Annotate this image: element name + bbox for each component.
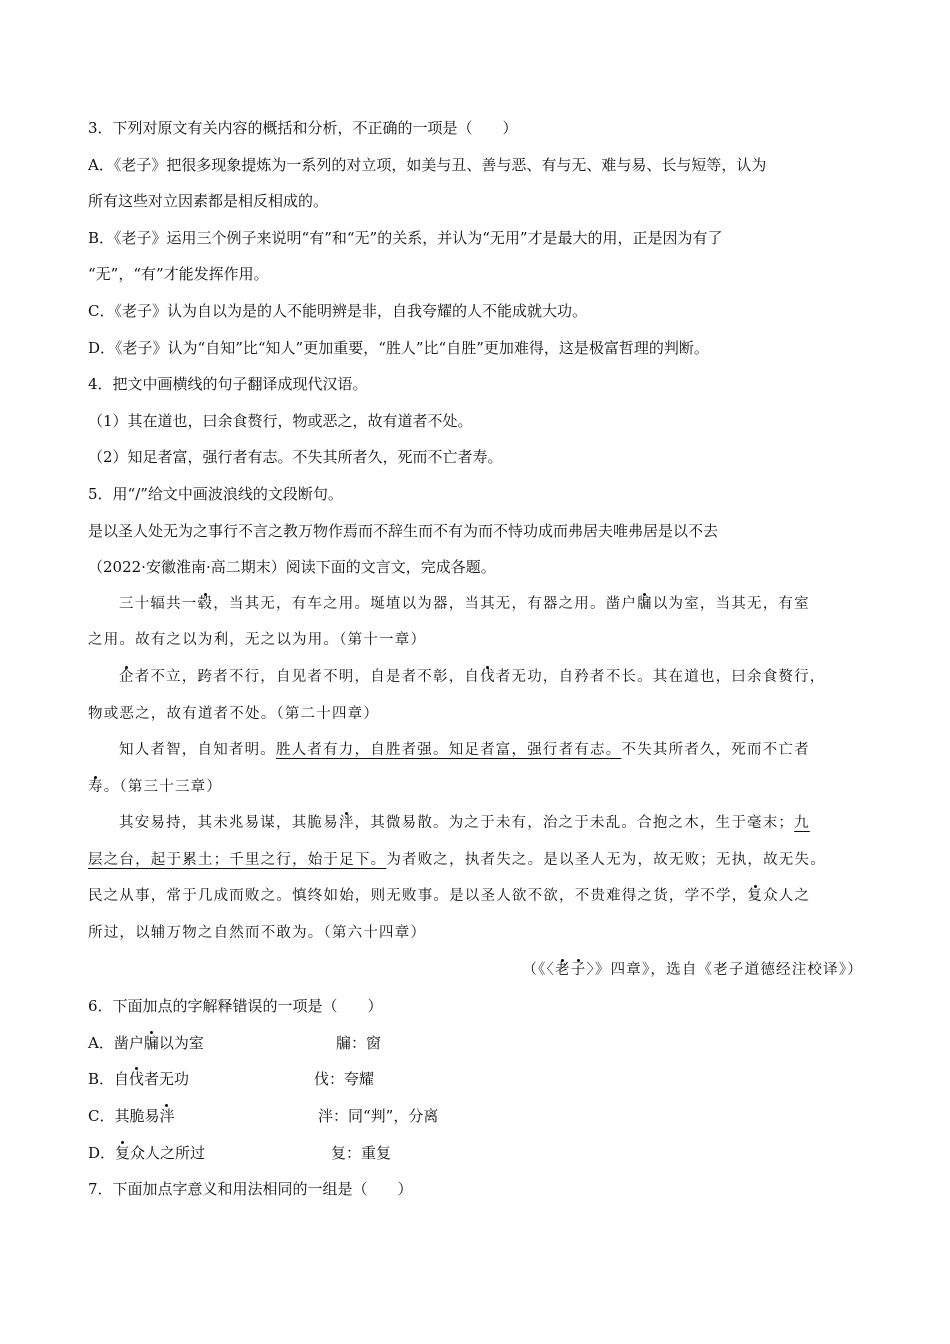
- passage-p4-line3: [88, 878, 863, 915]
- text-run: 者无功: [144, 1070, 190, 1089]
- text-run: 者无功，自矜者不长。其在道也，曰余食赘行，: [495, 668, 826, 685]
- q6-stem: 6．下面加点的字解释错误的一项是（ ）: [88, 997, 383, 1016]
- text-run: 其安易持，其未兆易谋，其脆易: [119, 815, 339, 832]
- text-run: 。（第三十三章）: [103, 778, 223, 795]
- q5-stem: 5．用“/”给文中画波浪线的文段断句。: [88, 484, 343, 503]
- dotted-char: 老: [555, 961, 571, 978]
- q4-stem: 4．把文中画横线的句子翻译成现代汉语。: [88, 375, 368, 394]
- passage-p2-line2: 物或恶之，故有道者不处。（第二十四章）: [88, 705, 380, 722]
- text-run: 不失其所者久，死而不亡者: [621, 742, 810, 759]
- passage-p4-line1: [88, 805, 863, 842]
- passage-p4-line2: [88, 842, 863, 879]
- dotted-char: 子: [570, 961, 587, 978]
- q3-stem: 3．下列对原文有关内容的概括和分析，不正确的一项是（ ）: [88, 119, 518, 137]
- option-text: [88, 1098, 318, 1135]
- passage-source: [88, 952, 863, 989]
- text-run: C．其脆易: [88, 1107, 160, 1126]
- text-run: 者不立，跨者不行，自见者不明，自是者不彰，自: [134, 668, 481, 685]
- passage-p2-line1: [88, 659, 863, 696]
- dotted-char: 复: [747, 888, 764, 905]
- option-gloss: 伐：夸耀: [314, 1070, 375, 1089]
- text-run: 〉》四章》，选自《老子道德经注校译》）: [586, 961, 863, 978]
- text-run: D．: [88, 1143, 116, 1162]
- text-run: 民之从事，常于几成而败之。慎终如始，则无败事。是以圣人欲不欲，不贵难得之货，学不学，: [88, 888, 748, 905]
- passage-intro: （2022·安徽淮南·高二期末）阅读下面的文言文，完成各题。: [88, 558, 496, 577]
- text-run: 众人之: [763, 888, 811, 905]
- passage-p3-line2: [88, 769, 863, 806]
- passage-p3-line1: [88, 732, 863, 769]
- dotted-char: 泮: [159, 1107, 175, 1126]
- underlined-sentence: 胜人者有力，自胜者强。知足者富，强行者有志。: [276, 742, 622, 759]
- text-run: A．凿户: [88, 1033, 144, 1052]
- text-run: 三十辐共一: [119, 595, 198, 612]
- dotted-char: 牖: [637, 595, 653, 612]
- q4-sentence-1: （1）其在道也，曰余食赘行，物或恶之，故有道者不处。: [88, 411, 473, 430]
- q6-option-d: [88, 1135, 863, 1172]
- text-run: 以为室: [158, 1033, 204, 1052]
- q3-option-c: C．《老子》认为自以为是的人不能明辨是非，自我夸耀的人不能成就大功。: [88, 301, 587, 320]
- option-text: [88, 1061, 314, 1098]
- q3-option-a-line2: 所有这些对立因素都是相反相成的。: [88, 192, 329, 211]
- q6-option-b: [88, 1061, 863, 1098]
- q6-option-c: [88, 1098, 863, 1135]
- q4-sentence-2: （2）知足者富，强行者有志。不失其所者久，死而不亡者寿。: [88, 448, 503, 467]
- dotted-char: 牖: [143, 1033, 159, 1052]
- passage-p4-line4: 所过，以辅万物之自然而不敢为。（第六十四章）: [88, 925, 427, 942]
- document-page: [88, 110, 863, 1208]
- passage-p1-line1: [88, 586, 863, 623]
- option-gloss: 复：重复: [331, 1143, 392, 1162]
- text-run: 众人之所过: [130, 1143, 206, 1162]
- q3-option-d: D．《老子》认为“自知”比“知人”更加重要，“胜人”比“自胜”更加难得，这是极富哲理的判断。: [88, 338, 709, 357]
- option-gloss: 泮：同“判”，分离: [318, 1107, 439, 1126]
- q7-stem: 7．下面加点字意义和用法相同的一组是（ ）: [88, 1180, 413, 1199]
- underlined-sentence: 九: [794, 815, 810, 832]
- text-run: ，其微易散。为之于未有，治之于未乱。合抱之木，生于毫末；: [354, 815, 795, 832]
- text-run: 为者败之，执者失之。是以圣人无为，故无败；无执，故无失。: [386, 851, 826, 868]
- q5-text: 是以圣人处无为之事行不言之教万物作焉而不辞生而不有为而不恃功成而弗居夫唯弗居是以不去: [88, 521, 719, 540]
- dotted-char: 寿: [88, 778, 104, 795]
- dotted-char: 伐: [129, 1070, 145, 1089]
- text-run: 知人者智，自知者明。: [119, 742, 276, 759]
- passage-p1-line2: 之用。故有之以为利，无之以为用。（第十一章）: [88, 632, 427, 649]
- q6-option-a: [88, 1025, 863, 1062]
- option-text: [88, 1135, 331, 1172]
- option-text: [88, 1025, 336, 1062]
- dotted-char: 毂: [197, 595, 214, 612]
- dotted-char: 企: [119, 668, 135, 685]
- text-run: B．自: [88, 1070, 130, 1089]
- text-run: ，当其无，有车之用。埏埴以为器，当其无，有器之用。凿户: [213, 595, 638, 612]
- dotted-char: 伐: [480, 668, 496, 685]
- dotted-char: 复: [115, 1143, 131, 1162]
- underlined-sentence: 层之台，起于累土；千里之行，始于足下。: [88, 851, 387, 868]
- text-run: （《〈: [522, 961, 556, 978]
- q3-option-a-line1: A．《老子》把很多现象提炼为一系列的对立项，如美与丑、善与恶、有与无、难与易、长与短等，认为: [88, 155, 767, 174]
- option-gloss: 牖：窗: [336, 1033, 382, 1052]
- q3-option-b-line1: B．《老子》运用三个例子来说明“有”和“无”的关系，并认为“无用”才是最大的用，正是因为有了: [88, 228, 723, 247]
- q3-option-b-line2: “无”，“有”才能发挥作用。: [88, 265, 269, 284]
- dotted-char: 泮: [338, 815, 355, 832]
- text-run: 以为室，当其无，有室: [652, 595, 810, 612]
